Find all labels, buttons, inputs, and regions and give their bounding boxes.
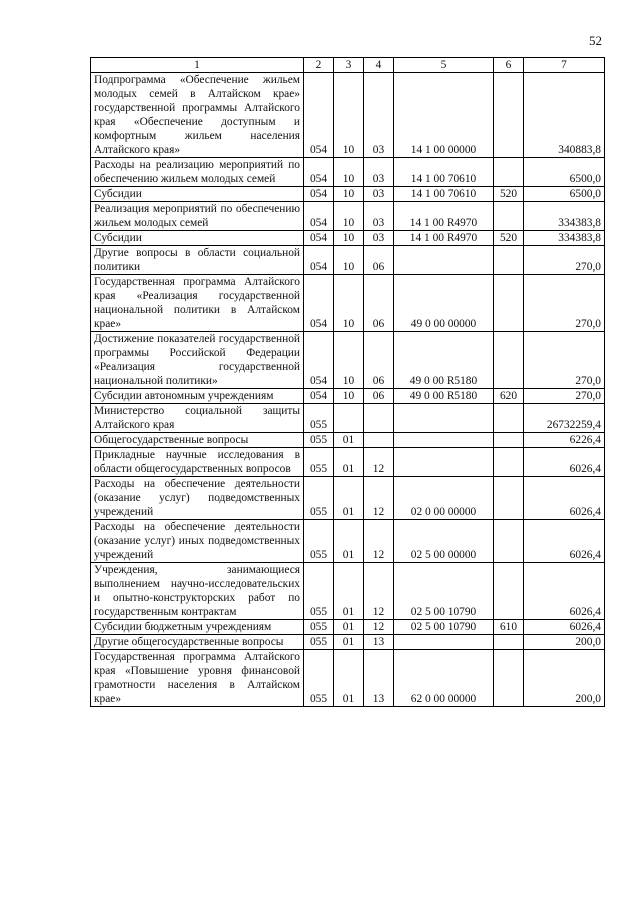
target-item-cell: 14 1 00 R4970 [394, 231, 494, 246]
section-code-cell: 10 [334, 73, 364, 158]
table-row [91, 404, 605, 433]
section-code-cell: 01 [334, 520, 364, 563]
expense-type-cell [494, 275, 524, 332]
item-name-cell: Общегосударственные вопросы [91, 433, 304, 448]
amount-cell: 6026,4 [524, 520, 605, 563]
expense-type-cell [494, 448, 524, 477]
table-row [91, 448, 605, 477]
ministry-code-cell: 055 [304, 448, 334, 477]
item-name-cell: Реализация мероприятий по обеспечению жильем молодых семей [91, 202, 304, 231]
amount-cell: 270,0 [524, 332, 605, 389]
target-item-cell: 62 0 00 00000 [394, 650, 494, 707]
table-row [91, 275, 605, 332]
column-header: 6 [494, 58, 524, 73]
table-body [91, 73, 605, 707]
subsection-code-cell: 13 [364, 650, 394, 707]
target-item-cell: 14 1 00 70610 [394, 158, 494, 187]
budget-table [90, 57, 605, 707]
section-code-cell: 01 [334, 635, 364, 650]
section-code-cell: 01 [334, 433, 364, 448]
amount-cell: 6500,0 [524, 158, 605, 187]
amount-cell: 6026,4 [524, 620, 605, 635]
section-code-cell: 10 [334, 187, 364, 202]
table-row [91, 620, 605, 635]
target-item-cell [394, 448, 494, 477]
item-name-cell: Учреждения, занимающиеся выполнением научно-исследовательских и опытно-конструкторских работ по государственным контрактам [91, 563, 304, 620]
column-header: 1 [91, 58, 304, 73]
subsection-code-cell: 03 [364, 187, 394, 202]
section-code-cell: 10 [334, 389, 364, 404]
target-item-cell: 49 0 00 R5180 [394, 389, 494, 404]
amount-cell: 6226,4 [524, 433, 605, 448]
section-code-cell: 10 [334, 231, 364, 246]
subsection-code-cell [364, 404, 394, 433]
subsection-code-cell: 12 [364, 563, 394, 620]
item-name-cell: Достижение показателей государственной программы Российской Федерации «Реализация государственной национальной политики» [91, 332, 304, 389]
subsection-code-cell: 03 [364, 202, 394, 231]
subsection-code-cell: 12 [364, 477, 394, 520]
amount-cell: 6026,4 [524, 448, 605, 477]
target-item-cell: 14 1 00 R4970 [394, 202, 494, 231]
amount-cell: 6026,4 [524, 477, 605, 520]
expense-type-cell: 520 [494, 231, 524, 246]
table-row [91, 231, 605, 246]
ministry-code-cell: 054 [304, 202, 334, 231]
subsection-code-cell: 12 [364, 520, 394, 563]
expense-type-cell [494, 520, 524, 563]
expense-type-cell [494, 404, 524, 433]
ministry-code-cell: 055 [304, 650, 334, 707]
table-row [91, 520, 605, 563]
target-item-cell: 02 5 00 00000 [394, 520, 494, 563]
item-name-cell: Расходы на обеспечение деятельности (оказание услуг) иных подведомственных учреждений [91, 520, 304, 563]
section-code-cell: 10 [334, 275, 364, 332]
ministry-code-cell: 055 [304, 563, 334, 620]
expense-type-cell [494, 158, 524, 187]
expense-type-cell: 610 [494, 620, 524, 635]
section-code-cell: 01 [334, 477, 364, 520]
ministry-code-cell: 054 [304, 158, 334, 187]
target-item-cell: 02 5 00 10790 [394, 620, 494, 635]
expense-type-cell [494, 246, 524, 275]
table-row [91, 202, 605, 231]
subsection-code-cell: 06 [364, 246, 394, 275]
target-item-cell: 02 5 00 10790 [394, 563, 494, 620]
section-code-cell: 01 [334, 620, 364, 635]
table-row [91, 433, 605, 448]
amount-cell: 6500,0 [524, 187, 605, 202]
amount-cell: 334383,8 [524, 231, 605, 246]
subsection-code-cell: 03 [364, 158, 394, 187]
item-name-cell: Расходы на обеспечение деятельности (оказание услуг) подведомственных учреждений [91, 477, 304, 520]
table-row [91, 563, 605, 620]
item-name-cell: Государственная программа Алтайского края «Реализация государственной национальной политики в Алтайском крае» [91, 275, 304, 332]
expense-type-cell [494, 202, 524, 231]
expense-type-cell [494, 635, 524, 650]
ministry-code-cell: 055 [304, 520, 334, 563]
target-item-cell [394, 433, 494, 448]
column-header: 2 [304, 58, 334, 73]
section-code-cell: 10 [334, 246, 364, 275]
expense-type-cell [494, 332, 524, 389]
section-code-cell [334, 404, 364, 433]
ministry-code-cell: 055 [304, 404, 334, 433]
table-row [91, 187, 605, 202]
column-header: 3 [334, 58, 364, 73]
column-header: 4 [364, 58, 394, 73]
section-code-cell: 01 [334, 650, 364, 707]
amount-cell: 6026,4 [524, 563, 605, 620]
table-row [91, 246, 605, 275]
subsection-code-cell [364, 433, 394, 448]
item-name-cell: Государственная программа Алтайского края «Повышение уровня финансовой грамотности населения в Алтайском крае» [91, 650, 304, 707]
table-row [91, 73, 605, 158]
subsection-code-cell: 06 [364, 332, 394, 389]
subsection-code-cell: 03 [364, 73, 394, 158]
section-code-cell: 01 [334, 563, 364, 620]
item-name-cell: Субсидии автономным учреждениям [91, 389, 304, 404]
ministry-code-cell: 055 [304, 635, 334, 650]
target-item-cell [394, 404, 494, 433]
ministry-code-cell: 054 [304, 246, 334, 275]
ministry-code-cell: 054 [304, 332, 334, 389]
ministry-code-cell: 054 [304, 73, 334, 158]
column-header: 7 [524, 58, 605, 73]
target-item-cell: 49 0 00 00000 [394, 275, 494, 332]
subsection-code-cell: 03 [364, 231, 394, 246]
ministry-code-cell: 055 [304, 477, 334, 520]
table-row [91, 389, 605, 404]
ministry-code-cell: 054 [304, 389, 334, 404]
amount-cell: 334383,8 [524, 202, 605, 231]
ministry-code-cell: 055 [304, 620, 334, 635]
expense-type-cell: 520 [494, 187, 524, 202]
table-row [91, 477, 605, 520]
amount-cell: 26732259,4 [524, 404, 605, 433]
amount-cell: 340883,8 [524, 73, 605, 158]
expense-type-cell [494, 563, 524, 620]
table-row [91, 332, 605, 389]
item-name-cell: Другие вопросы в области социальной политики [91, 246, 304, 275]
expense-type-cell [494, 73, 524, 158]
section-code-cell: 01 [334, 448, 364, 477]
item-name-cell: Прикладные научные исследования в области общегосударственных вопросов [91, 448, 304, 477]
subsection-code-cell: 12 [364, 448, 394, 477]
column-header: 5 [394, 58, 494, 73]
ministry-code-cell: 054 [304, 275, 334, 332]
target-item-cell: 49 0 00 R5180 [394, 332, 494, 389]
subsection-code-cell: 06 [364, 389, 394, 404]
ministry-code-cell: 055 [304, 433, 334, 448]
amount-cell: 270,0 [524, 389, 605, 404]
subsection-code-cell: 12 [364, 620, 394, 635]
table-row [91, 158, 605, 187]
item-name-cell: Министерство социальной защиты Алтайского края [91, 404, 304, 433]
target-item-cell: 14 1 00 70610 [394, 187, 494, 202]
subsection-code-cell: 06 [364, 275, 394, 332]
target-item-cell: 14 1 00 00000 [394, 73, 494, 158]
item-name-cell: Другие общегосударственные вопросы [91, 635, 304, 650]
amount-cell: 200,0 [524, 635, 605, 650]
section-code-cell: 10 [334, 332, 364, 389]
table-header-row [91, 58, 605, 73]
item-name-cell: Субсидии [91, 187, 304, 202]
ministry-code-cell: 054 [304, 231, 334, 246]
section-code-cell: 10 [334, 202, 364, 231]
expense-type-cell [494, 433, 524, 448]
section-code-cell: 10 [334, 158, 364, 187]
ministry-code-cell: 054 [304, 187, 334, 202]
target-item-cell [394, 246, 494, 275]
amount-cell: 200,0 [524, 650, 605, 707]
subsection-code-cell: 13 [364, 635, 394, 650]
expense-type-cell [494, 650, 524, 707]
item-name-cell: Расходы на реализацию мероприятий по обеспечению жильем молодых семей [91, 158, 304, 187]
expense-type-cell: 620 [494, 389, 524, 404]
item-name-cell: Подпрограмма «Обеспечение жильем молодых семей в Алтайском крае» государственной программы Алтайского края «Обеспечение доступным и комфортным жильем населения Алтайского края» [91, 73, 304, 158]
item-name-cell: Субсидии бюджетным учреждениям [91, 620, 304, 635]
target-item-cell [394, 635, 494, 650]
amount-cell: 270,0 [524, 275, 605, 332]
expense-type-cell [494, 477, 524, 520]
table-row [91, 650, 605, 707]
amount-cell: 270,0 [524, 246, 605, 275]
page-number: 52 [589, 33, 602, 48]
target-item-cell: 02 0 00 00000 [394, 477, 494, 520]
item-name-cell: Субсидии [91, 231, 304, 246]
table-row [91, 635, 605, 650]
